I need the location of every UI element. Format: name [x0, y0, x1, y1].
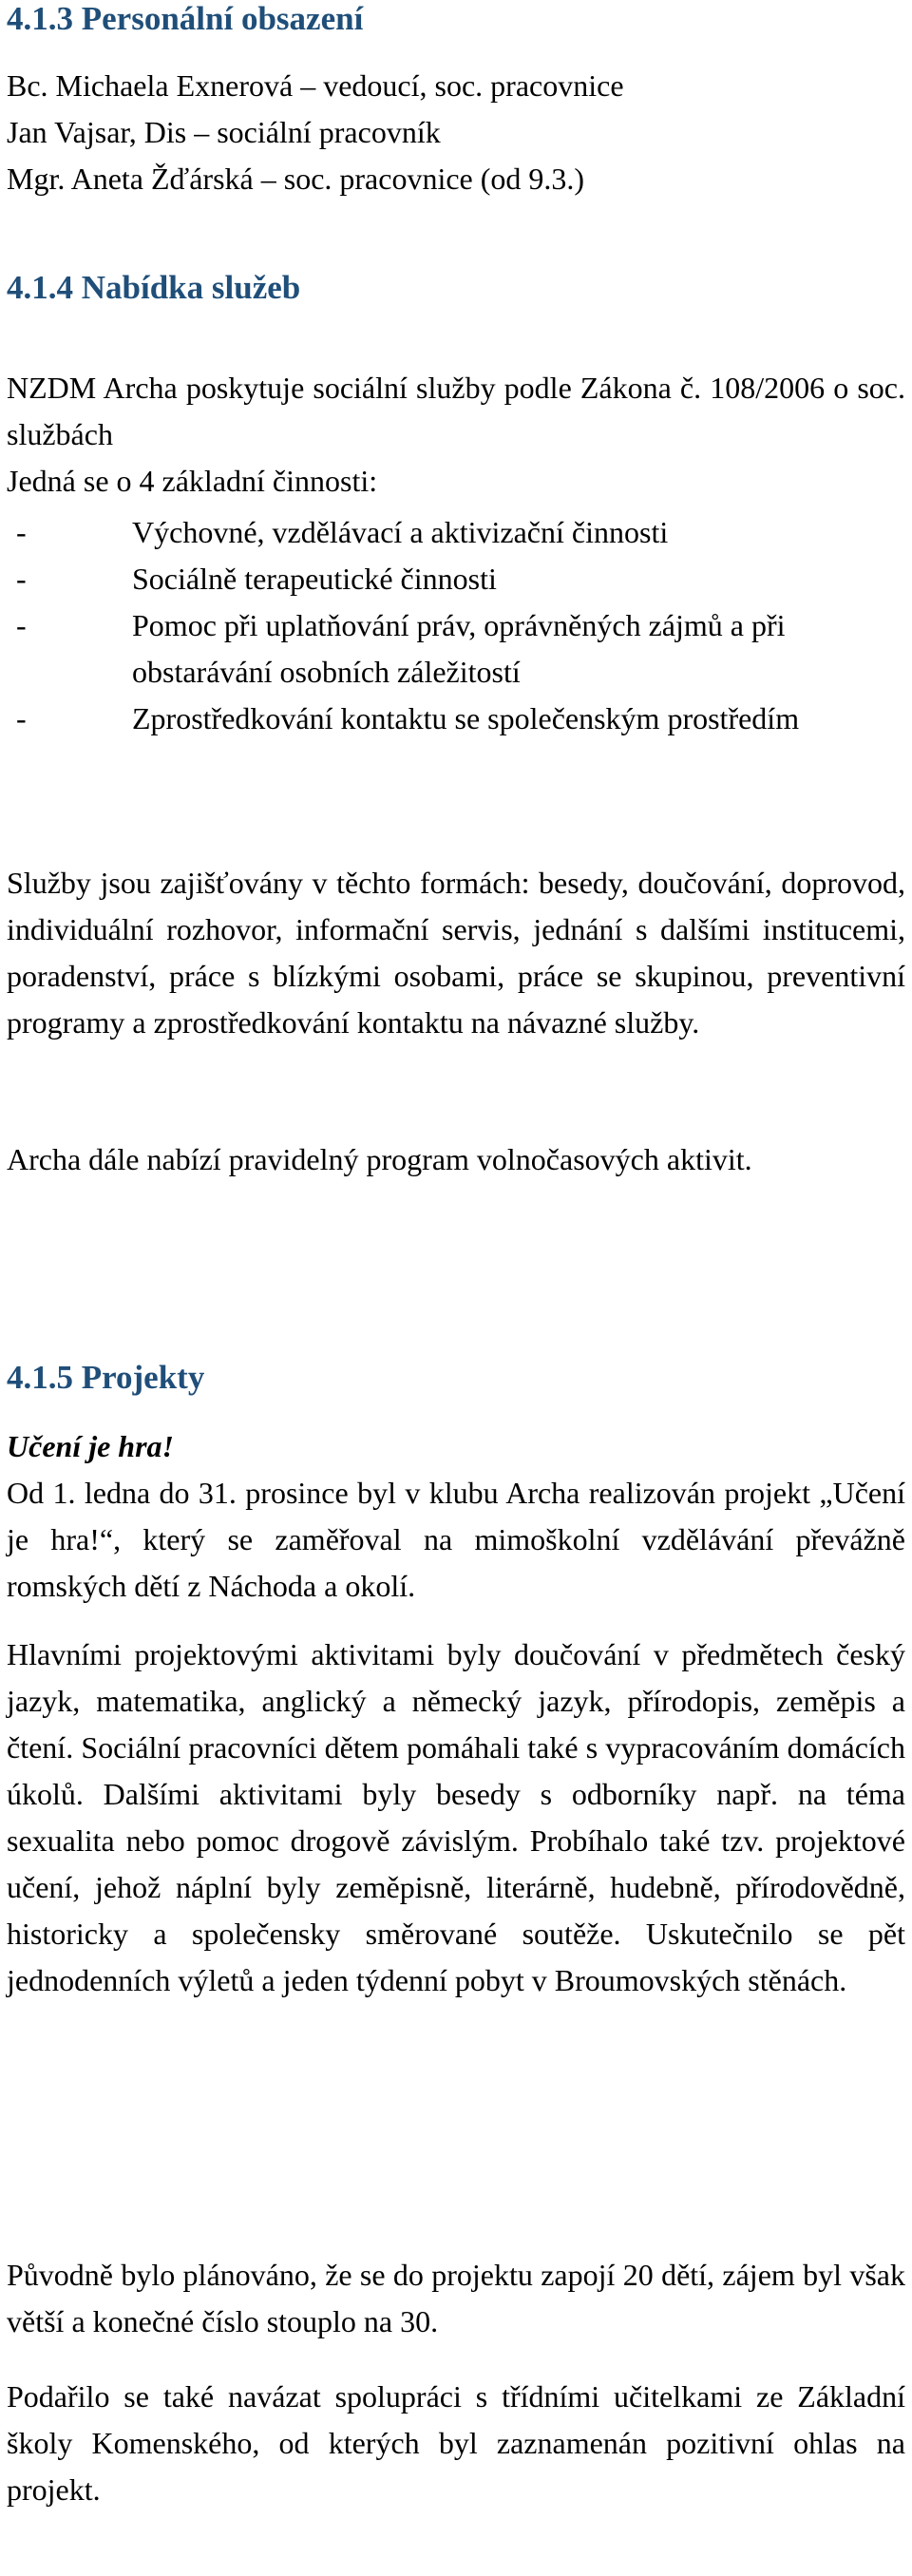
services-heading: 4.1.4 Nabídka služeb [7, 269, 301, 306]
projects-heading: 4.1.5 Projekty [7, 1359, 205, 1396]
project-title: Učení je hra! [7, 1429, 174, 1463]
dash-marker: - [16, 608, 27, 642]
service-item: - Pomoc při uplatňování práv, oprávněných zájmů a při obstarávání osobních záležitostí [7, 602, 905, 696]
dash-marker: - [16, 515, 27, 549]
service-item: - Sociálně terapeutické činnosti [7, 556, 905, 602]
project-paragraph: Hlavními projektovými aktivitami byly doučování v předmětech český jazyk, matematika, anglický a německý jazyk, přírodopis, zeměpis a čtení. Sociální pracovníci dětem pomáhali také s vypracováním domácích úkolů. Dalšími aktivitami byly besedy s odborníky např. na téma sexualita nebo pomoc drogově závislým. Probíhalo také tzv. projektové učení, jehož náplní byly zeměpisně, literárně, hudebně, přírodovědně, historicky a společensky směrované soutěže. Uskutečnilo se pět jednodenních výletů a jeden týdenní pobyt v Broumovských stěnách. [7, 1637, 905, 1997]
project-paragraph: Původně bylo plánováno, že se do projektu zapojí 20 dětí, zájem byl však větší a konečné číslo stouplo na 30. [7, 2258, 905, 2338]
staff-member: Mgr. Aneta Žďárská – soc. pracovnice (od 9.3.) [7, 162, 585, 196]
staff-list [7, 63, 905, 202]
service-item: - Zprostředkování kontaktu se společenským prostředím [7, 696, 905, 742]
leisure-activities-paragraph: Archa dále nabízí pravidelný program volnočasových aktivit. [7, 1142, 752, 1176]
project-paragraph: Podařilo se také navázat spolupráci s třídními učitelkami ze Základní školy Komenského, od kterých byl zaznamenán pozitivní ohlas na projekt. [7, 2379, 905, 2507]
staff-member: Bc. Michaela Exnerová – vedoucí, soc. pracovnice [7, 68, 624, 103]
dash-marker: - [16, 562, 27, 596]
staff-member: Jan Vajsar, Dis – sociální pracovník [7, 115, 441, 149]
personnel-heading: 4.1.3 Personální obsazení [7, 0, 364, 37]
dash-marker: - [16, 701, 27, 735]
services-list-title: Jedná se o 4 základní činnosti: [7, 464, 378, 498]
service-item: - Výchovné, vzdělávací a aktivizační činnosti [7, 509, 905, 556]
services-intro: NZDM Archa poskytuje sociální služby podle Zákona č. 108/2006 o soc. službách [7, 371, 905, 451]
services-list [7, 509, 905, 742]
project-paragraph: Od 1. ledna do 31. prosince byl v klubu Archa realizován projekt „Učení je hra!“, který se zaměřoval na mimoškolní vzdělávání převážně romských dětí z Náchoda a okolí. [7, 1476, 905, 1603]
service-forms-paragraph: Služby jsou zajišťovány v těchto formách: besedy, doučování, doprovod, individuální rozhovor, informační servis, jednání s dalšími institucemi, poradenství, práce s blízkými osobami, práce se skupinou, preventivní programy a zprostředkování kontaktu na návazné služby. [7, 866, 905, 1040]
